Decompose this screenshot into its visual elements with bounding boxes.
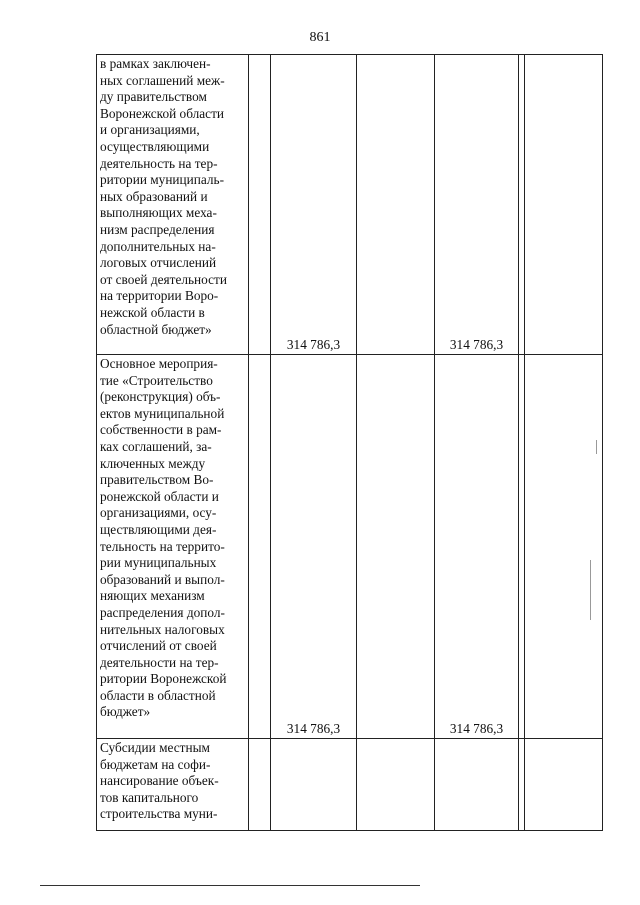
empty-cell bbox=[249, 55, 271, 355]
value-cell: 314 786,3 bbox=[435, 355, 519, 739]
table-row bbox=[97, 739, 603, 831]
footnote-rule bbox=[40, 885, 420, 886]
value-cell: 314 786,3 bbox=[271, 355, 357, 739]
scan-mark bbox=[590, 560, 591, 620]
value-cell: 314 786,3 bbox=[271, 55, 357, 355]
value-cell bbox=[435, 739, 519, 831]
row-description: Основное мероприя- тие «Строительство (реконструкция) объ- ектов муниципальной собственности в рам- ках соглашений, за- ключенных между правительством Во- ронежской области и организациями, осу- ществляющими дея- тельность на террито- рии муниципальных образований и выпол- няющих механизм распределения допол- нительных налоговых отчислений от своей деятельности на тер- ритории Воронежской области в областной бюджет» bbox=[97, 355, 249, 739]
empty-cell bbox=[357, 739, 435, 831]
budget-table bbox=[96, 54, 603, 831]
empty-cell bbox=[525, 55, 603, 355]
table-row bbox=[97, 55, 603, 355]
empty-cell bbox=[249, 739, 271, 831]
empty-cell bbox=[525, 355, 603, 739]
empty-cell bbox=[249, 355, 271, 739]
empty-cell bbox=[357, 55, 435, 355]
row-description: в рамках заключен- ных соглашений меж- ду правительством Воронежской области и организациями, осуществляющими деятельность на тер- ритории муниципаль- ных образований и выполняющих меха- низм распределения дополнительных на- логовых отчислений от своей деятельности на территории Воро- нежской области в областной бюджет» bbox=[97, 55, 249, 355]
row-description: Субсидии местным бюджетам на софи- нансирование объек- тов капитального строительства муни- bbox=[97, 739, 249, 831]
scan-mark bbox=[596, 440, 597, 454]
value-cell bbox=[271, 739, 357, 831]
table-row bbox=[97, 355, 603, 739]
empty-cell bbox=[525, 739, 603, 831]
page-number: 861 bbox=[309, 30, 331, 45]
value-cell: 314 786,3 bbox=[435, 55, 519, 355]
empty-cell bbox=[357, 355, 435, 739]
